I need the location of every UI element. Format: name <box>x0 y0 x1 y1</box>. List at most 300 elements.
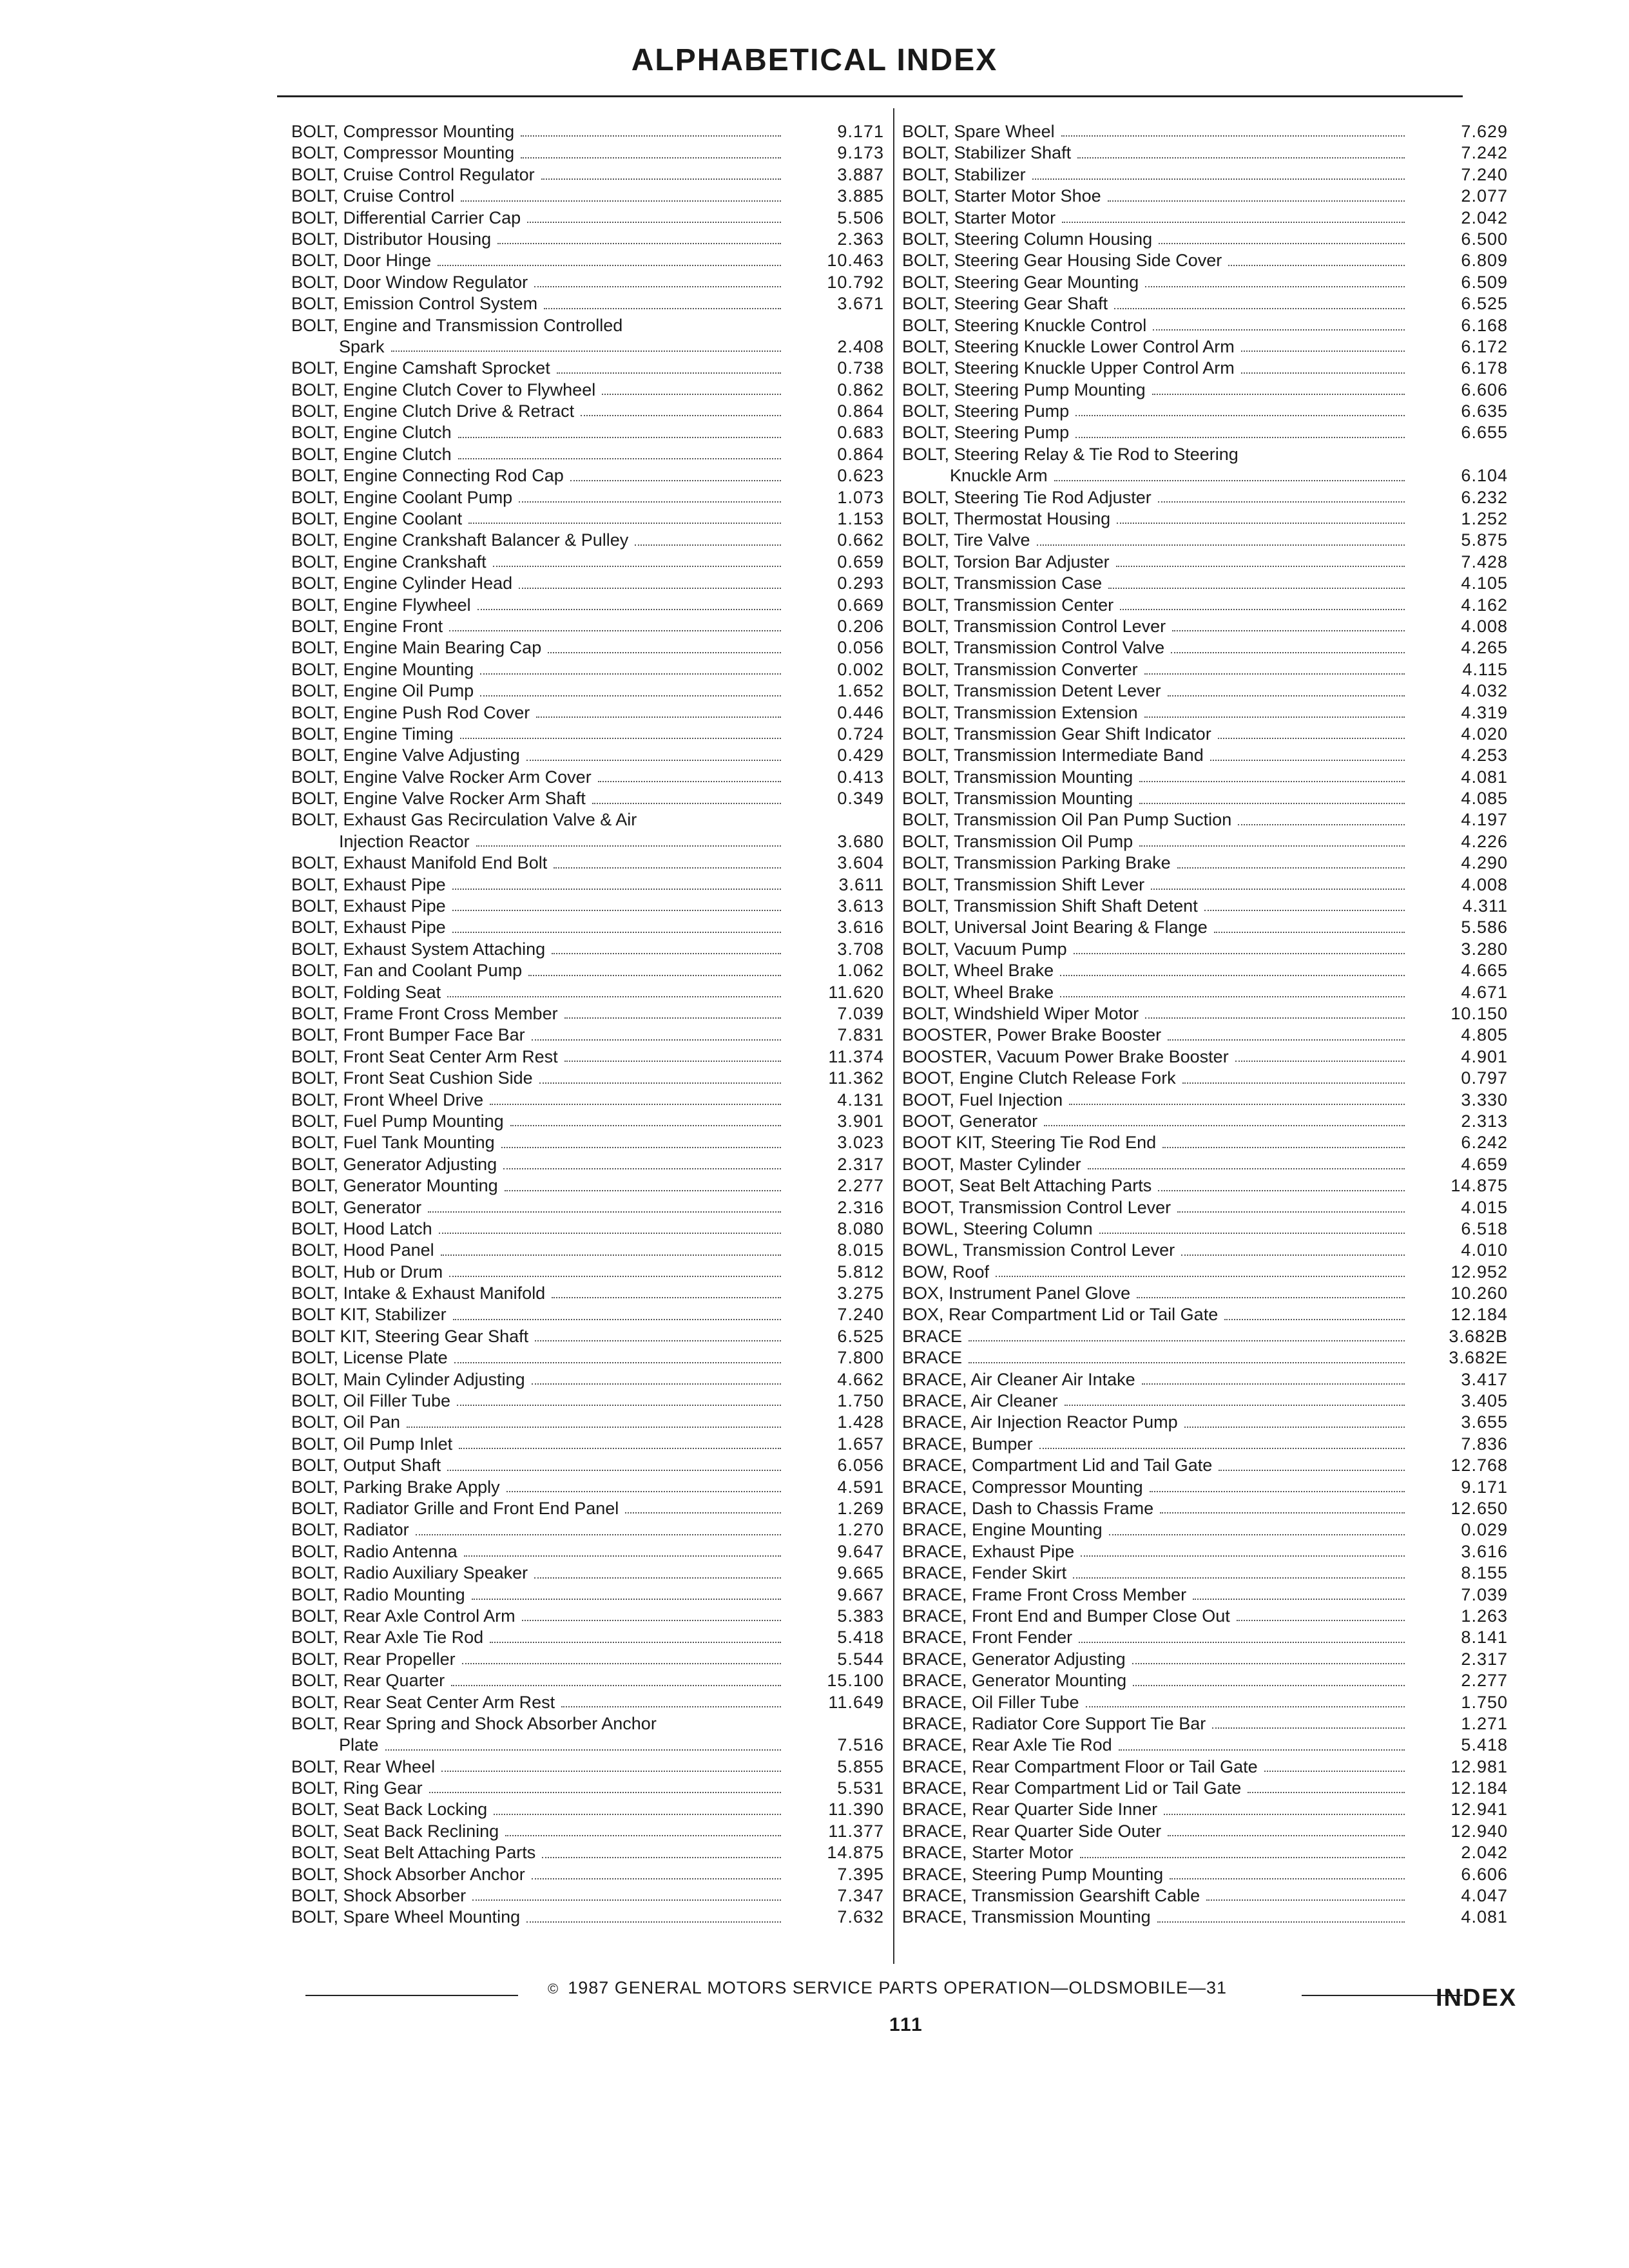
dot-leader <box>635 544 781 546</box>
entry-name: BOLT, Spare Wheel <box>902 121 1055 141</box>
entry-page: 12.768 <box>1451 1456 1508 1475</box>
dot-leader <box>506 1491 781 1492</box>
entry-name: BOOT, Generator <box>902 1111 1038 1131</box>
dot-leader <box>1172 630 1405 631</box>
dot-leader <box>1218 738 1405 739</box>
entry-page: 6.242 <box>1461 1133 1508 1153</box>
dot-leader <box>1237 1620 1405 1621</box>
index-entry <box>291 293 884 314</box>
index-entry <box>291 1627 884 1648</box>
entry-page: 14.875 <box>1451 1176 1508 1196</box>
entry-page: 5.418 <box>1461 1735 1508 1755</box>
dot-leader <box>490 1104 781 1105</box>
index-entry <box>902 1735 1508 1756</box>
index-entry <box>291 186 884 207</box>
index-entry <box>902 1154 1508 1175</box>
page-title: ALPHABETICAL INDEX <box>631 43 998 77</box>
index-entry <box>291 810 884 831</box>
index-entry <box>902 982 1508 1003</box>
entry-name: BOLT, Transmission Oil Pan Pump Suction <box>902 810 1232 830</box>
entry-name: BOLT, Fuel Pump Mounting <box>291 1111 504 1131</box>
dot-leader <box>449 1276 781 1277</box>
dot-leader <box>462 1663 781 1664</box>
dot-leader <box>552 1297 781 1298</box>
entry-name: BOLT, Folding Seat <box>291 982 441 1002</box>
entry-name: BRACE, Dash to Chassis Frame <box>902 1498 1154 1518</box>
entry-name: BOLT, Transmission Converter <box>902 659 1138 679</box>
entry-name: BOLT, Engine Coolant Pump <box>291 487 513 507</box>
dot-leader <box>451 1685 781 1686</box>
dot-leader <box>1133 1685 1405 1686</box>
index-entry <box>902 229 1508 250</box>
entry-name: BOLT, Generator Mounting <box>291 1176 498 1196</box>
dot-leader <box>548 652 781 653</box>
index-entry <box>902 831 1508 852</box>
dot-leader <box>441 1771 781 1772</box>
entry-name: BOLT, Front Wheel Drive <box>291 1090 484 1110</box>
index-entry <box>902 1756 1508 1778</box>
index-entry <box>291 724 884 745</box>
entry-name: BRACE, Fender Skirt <box>902 1563 1067 1583</box>
entry-name: BOLT, Front Seat Cushion Side <box>291 1068 533 1088</box>
dot-leader <box>561 1706 781 1707</box>
entry-name: Knuckle Arm <box>950 466 1048 486</box>
entry-page: 2.042 <box>1461 1843 1508 1863</box>
index-entry <box>902 1197 1508 1218</box>
entry-name: BOLT, Engine and Transmission Controlled <box>291 315 623 335</box>
index-entry <box>291 1584 884 1606</box>
entry-name: BRACE, Rear Compartment Lid or Tail Gate <box>902 1778 1242 1798</box>
index-entry <box>902 1434 1508 1455</box>
entry-page: 0.429 <box>837 745 884 765</box>
dot-leader <box>1099 1233 1405 1234</box>
entry-page: 7.395 <box>837 1864 884 1884</box>
dot-leader <box>480 673 781 675</box>
entry-page: 3.682E <box>1449 1348 1508 1368</box>
index-entry <box>902 164 1508 186</box>
index-entry <box>291 358 884 379</box>
entry-name: BOLT, Windshield Wiper Motor <box>902 1004 1139 1023</box>
entry-page: 2.317 <box>1461 1649 1508 1669</box>
entry-name: BOLT, Radio Antenna <box>291 1541 458 1561</box>
entry-page: 1.750 <box>1461 1692 1508 1712</box>
entry-name: BOLT, Door Window Regulator <box>291 272 528 292</box>
entry-name: BOOT, Seat Belt Attaching Parts <box>902 1176 1152 1196</box>
entry-name: BOLT, Steering Knuckle Upper Control Arm <box>902 358 1235 378</box>
entry-name: BOLT, Parking Brake Apply <box>291 1477 500 1497</box>
index-entry <box>902 1541 1508 1562</box>
dot-leader <box>1139 803 1405 804</box>
dot-leader <box>536 716 781 718</box>
dot-leader <box>1142 1383 1405 1385</box>
entry-page: 0.293 <box>837 573 884 593</box>
dot-leader <box>592 803 781 804</box>
entry-page: 11.362 <box>828 1068 884 1088</box>
index-entry <box>291 401 884 422</box>
dot-leader <box>416 1534 781 1535</box>
entry-page: 6.104 <box>1461 466 1508 486</box>
dot-leader <box>1039 1448 1405 1449</box>
dot-leader <box>1109 1534 1405 1535</box>
entry-page: 4.290 <box>1461 853 1508 873</box>
entry-name: BRACE, Bumper <box>902 1434 1033 1454</box>
entry-page: 4.047 <box>1461 1886 1508 1906</box>
dot-leader <box>598 781 781 782</box>
entry-name: BOOSTER, Power Brake Booster <box>902 1025 1162 1045</box>
entry-name: BOLT, Output Shaft <box>291 1456 441 1475</box>
entry-page: 0.446 <box>837 702 884 722</box>
dot-leader <box>1065 1405 1405 1406</box>
entry-name: BOLT, Seat Back Reclining <box>291 1821 499 1841</box>
entry-page: 2.316 <box>837 1197 884 1217</box>
entry-page: 1.657 <box>837 1434 884 1454</box>
entry-name: BOOT, Master Cylinder <box>902 1154 1081 1174</box>
entry-page: 2.313 <box>1461 1111 1508 1131</box>
entry-page: 11.620 <box>828 982 884 1002</box>
entry-page: 8.015 <box>837 1240 884 1260</box>
dot-leader <box>439 1233 781 1234</box>
index-entry <box>291 1692 884 1713</box>
entry-name: BOLT, Exhaust Gas Recirculation Valve & Air <box>291 810 637 830</box>
entry-page: 5.531 <box>837 1778 884 1798</box>
entry-name: BOLT, Transmission Case <box>902 573 1103 593</box>
index-entry <box>902 573 1508 594</box>
dot-leader <box>1177 1211 1405 1213</box>
entry-page: 0.862 <box>837 380 884 399</box>
index-entry <box>902 530 1508 551</box>
entry-page: 1.652 <box>837 681 884 701</box>
entry-page: 3.280 <box>1461 939 1508 959</box>
index-entry <box>902 917 1508 938</box>
dot-leader <box>564 1017 781 1019</box>
entry-name: BRACE, Steering Pump Mounting <box>902 1864 1164 1884</box>
index-entry <box>902 1455 1508 1476</box>
entry-name: BRACE, Generator Mounting <box>902 1671 1127 1691</box>
index-entry <box>902 186 1508 207</box>
dot-leader <box>1228 265 1405 266</box>
entry-name: BOLT, Transmission Control Lever <box>902 616 1166 636</box>
entry-name: BRACE, Front End and Bumper Close Out <box>902 1606 1230 1626</box>
index-entry <box>902 1262 1508 1283</box>
dot-leader <box>1241 351 1405 352</box>
entry-page: 0.683 <box>837 423 884 443</box>
entry-page: 7.240 <box>1461 164 1508 184</box>
entry-page: 0.662 <box>837 530 884 550</box>
dot-leader <box>542 1857 781 1858</box>
dot-leader <box>452 889 781 890</box>
index-entry <box>291 1799 884 1820</box>
entry-page: 4.665 <box>1461 961 1508 981</box>
index-entry <box>291 1003 884 1024</box>
entry-name: BOLT, Transmission Shift Lever <box>902 874 1145 894</box>
index-entry <box>902 142 1508 164</box>
entry-page: 3.023 <box>837 1133 884 1153</box>
dot-leader <box>625 1512 781 1514</box>
index-entry <box>291 1735 884 1756</box>
entry-page: 6.232 <box>1461 487 1508 507</box>
index-entry <box>902 336 1508 358</box>
dot-leader <box>453 1319 781 1320</box>
entry-page: 0.864 <box>837 444 884 464</box>
dot-leader <box>1168 1039 1405 1041</box>
index-entry <box>291 121 884 142</box>
entry-name: BOLT, Engine Flywheel <box>291 595 471 615</box>
dot-leader <box>505 1190 781 1191</box>
dot-leader <box>528 975 781 976</box>
dot-leader <box>447 996 781 997</box>
entry-name: BOLT, Steering Pump <box>902 423 1070 443</box>
entry-page: 1.263 <box>1461 1606 1508 1626</box>
entry-name: BOLT, Engine Crankshaft Balancer & Pulley <box>291 530 629 550</box>
entry-page: 4.081 <box>1461 1907 1508 1927</box>
entry-page: 5.383 <box>837 1606 884 1626</box>
entry-page: 9.665 <box>837 1563 884 1583</box>
index-entry <box>902 960 1508 981</box>
dot-leader <box>532 1383 781 1385</box>
copyright-symbol: © <box>548 1981 559 1997</box>
index-entry <box>291 1111 884 1132</box>
dot-leader <box>1224 1319 1405 1320</box>
entry-page: 3.330 <box>1461 1090 1508 1110</box>
dot-leader <box>1158 501 1405 503</box>
entry-name: BOLT, Radio Auxiliary Speaker <box>291 1563 528 1583</box>
index-entry <box>902 465 1508 486</box>
dot-leader <box>1159 243 1405 244</box>
dot-leader <box>1073 1577 1405 1579</box>
entry-name: BOLT, Steering Tie Rod Adjuster <box>902 487 1152 507</box>
entry-page: 2.408 <box>837 336 884 356</box>
dot-leader <box>522 1620 781 1621</box>
dot-leader <box>1139 845 1405 847</box>
entry-name: BOLT, Hood Latch <box>291 1218 432 1238</box>
dot-leader <box>1212 1727 1405 1729</box>
entry-name: BOLT, Transmission Extension <box>902 702 1138 722</box>
entry-name: BOLT, Rear Axle Tie Rod <box>291 1628 484 1648</box>
index-entry <box>291 315 884 336</box>
entry-page: 4.901 <box>1461 1046 1508 1066</box>
entry-page: 9.173 <box>837 143 884 163</box>
index-entry <box>902 745 1508 766</box>
dot-leader <box>472 1599 781 1600</box>
entry-name: BOLT, Steering Knuckle Control <box>902 315 1147 335</box>
index-entry <box>902 1519 1508 1541</box>
index-entry <box>291 1262 884 1283</box>
dot-leader <box>534 286 781 287</box>
entry-page: 15.100 <box>827 1671 884 1691</box>
index-entry <box>291 465 884 486</box>
entry-page: 4.081 <box>1461 767 1508 787</box>
entry-page: 0.056 <box>837 638 884 658</box>
index-entry <box>291 767 884 788</box>
entry-name: BOLT, Rear Seat Center Arm Rest <box>291 1692 555 1712</box>
entry-page: 5.506 <box>837 207 884 227</box>
index-entry <box>902 272 1508 293</box>
dot-leader <box>1145 286 1405 287</box>
entry-page: 6.500 <box>1461 229 1508 249</box>
entry-name: BOLT, Ring Gear <box>291 1778 423 1798</box>
index-entry <box>902 293 1508 314</box>
entry-name: BOLT, Compressor Mounting <box>291 143 515 163</box>
index-entry <box>902 315 1508 336</box>
entry-page: 7.800 <box>837 1348 884 1368</box>
entry-page: 11.649 <box>828 1692 884 1712</box>
dot-leader <box>1219 1470 1405 1471</box>
entry-name: BOLT, Exhaust Pipe <box>291 896 446 916</box>
dot-leader <box>1132 1663 1405 1664</box>
entry-name: BOLT, Oil Filler Tube <box>291 1391 451 1411</box>
index-entry <box>291 1670 884 1691</box>
entry-name: BOLT, Radiator Grille and Front End Panel <box>291 1498 619 1518</box>
entry-name: BOLT, Thermostat Housing <box>902 509 1111 529</box>
entry-name: BOOT, Transmission Control Lever <box>902 1197 1171 1217</box>
entry-name: BOX, Rear Compartment Lid or Tail Gate <box>902 1305 1219 1325</box>
index-entry <box>291 637 884 658</box>
dot-leader <box>1108 200 1405 202</box>
entry-page: 1.271 <box>1461 1713 1508 1733</box>
entry-name: BRACE, Air Injection Reactor Pump <box>902 1412 1178 1432</box>
entry-name: BRACE, Air Cleaner Air Intake <box>902 1369 1135 1389</box>
entry-page: 12.650 <box>1451 1498 1508 1518</box>
entry-page: 4.131 <box>837 1090 884 1110</box>
dot-leader <box>532 1039 781 1041</box>
entry-name: BOOT, Engine Clutch Release Fork <box>902 1068 1176 1088</box>
entry-page: 3.613 <box>837 896 884 916</box>
dot-leader <box>1061 135 1405 137</box>
index-entry <box>291 1756 884 1778</box>
dot-leader <box>1235 1061 1405 1062</box>
entry-name: BOLT, Exhaust Pipe <box>291 918 446 937</box>
entry-page: 0.002 <box>837 659 884 679</box>
entry-page: 4.010 <box>1461 1240 1508 1260</box>
index-entry <box>291 874 884 896</box>
dot-leader <box>1081 1555 1405 1557</box>
index-entry <box>291 1390 884 1412</box>
entry-page: 12.940 <box>1451 1821 1508 1841</box>
dot-leader <box>1108 588 1405 589</box>
entry-page: 7.516 <box>837 1735 884 1755</box>
dot-leader <box>1060 996 1405 997</box>
entry-page: 1.270 <box>837 1520 884 1540</box>
entry-name: BRACE, Rear Compartment Floor or Tail Gate <box>902 1756 1258 1776</box>
entry-name: BOLT, Vacuum Pump <box>902 939 1067 959</box>
section-label: INDEX <box>1436 1984 1518 2012</box>
dot-leader <box>1079 1642 1405 1643</box>
index-entry <box>291 250 884 271</box>
entry-name: BOLT, Exhaust System Attaching <box>291 939 546 959</box>
entry-name: BOLT, Engine Clutch <box>291 423 452 443</box>
index-entry <box>902 1907 1508 1928</box>
entry-name: BOLT, Transmission Center <box>902 595 1114 615</box>
entry-page: 0.349 <box>837 789 884 809</box>
footer-text: 1987 GENERAL MOTORS SERVICE PARTS OPERATION—OLDSMOBILE—31 <box>568 1978 1228 1997</box>
entry-name: BOLT, Steering Gear Shaft <box>902 294 1108 314</box>
index-entry <box>291 982 884 1003</box>
entry-page: 4.662 <box>837 1369 884 1389</box>
index-entry <box>902 1864 1508 1885</box>
index-entry <box>902 1283 1508 1304</box>
dot-leader <box>1117 523 1405 524</box>
index-entry <box>902 1068 1508 1089</box>
entry-name: BOLT, Transmission Detent Lever <box>902 681 1161 701</box>
index-entry <box>291 272 884 293</box>
entry-name: BOLT, Rear Quarter <box>291 1671 445 1691</box>
entry-page: 11.374 <box>828 1046 884 1066</box>
entry-page: 4.226 <box>1461 831 1508 851</box>
entry-page: 3.655 <box>1461 1412 1508 1432</box>
entry-name: BOLT, Shock Absorber <box>291 1886 467 1906</box>
entry-page: 2.042 <box>1461 207 1508 227</box>
entry-name: BOLT, Steering Pump Mounting <box>902 380 1146 399</box>
right-index-column <box>902 121 1508 1928</box>
index-entry <box>291 530 884 551</box>
dot-leader <box>497 243 781 244</box>
index-entry <box>291 1907 884 1928</box>
index-entry <box>902 1003 1508 1024</box>
index-entry <box>291 1218 884 1240</box>
index-entry <box>902 1326 1508 1347</box>
dot-leader <box>1171 652 1405 653</box>
dot-leader <box>1153 329 1405 331</box>
index-entry <box>902 852 1508 874</box>
dot-leader <box>476 845 781 847</box>
entry-name: BRACE, Compartment Lid and Tail Gate <box>902 1456 1213 1475</box>
index-entry <box>902 874 1508 896</box>
entry-name: BOLT, Oil Pan <box>291 1412 401 1432</box>
entry-name: BOLT, Cruise Control Regulator <box>291 164 535 184</box>
entry-name: BOLT, Wheel Brake <box>902 982 1054 1002</box>
entry-name: BOLT, Radiator <box>291 1520 409 1540</box>
dot-leader <box>1151 889 1405 890</box>
dot-leader <box>1162 1147 1405 1148</box>
index-entry <box>902 724 1508 745</box>
entry-name: BOLT, Engine Crankshaft <box>291 552 487 572</box>
entry-name: BOLT, Transmission Gear Shift Indicator <box>902 724 1211 744</box>
dot-leader <box>429 1792 781 1793</box>
dot-leader <box>449 630 781 631</box>
index-entry <box>902 939 1508 960</box>
dot-leader <box>391 351 781 352</box>
entry-page: 4.311 <box>1462 896 1508 916</box>
index-entry <box>902 680 1508 702</box>
entry-page: 10.150 <box>1451 1004 1508 1023</box>
index-entry <box>291 1649 884 1670</box>
entry-name: BRACE, Frame Front Cross Member <box>902 1584 1187 1604</box>
dot-leader <box>1248 1792 1405 1793</box>
index-entry <box>291 852 884 874</box>
dot-leader <box>452 932 781 933</box>
index-entry <box>902 616 1508 637</box>
footer-rule-left <box>305 1995 518 1996</box>
dot-leader <box>494 1814 781 1815</box>
entry-page: 9.667 <box>837 1584 884 1604</box>
entry-name: BRACE, Air Cleaner <box>902 1391 1058 1411</box>
index-entry <box>902 1821 1508 1842</box>
entry-page: 3.417 <box>1461 1369 1508 1389</box>
dot-leader <box>1168 1835 1405 1836</box>
dot-leader <box>554 867 781 869</box>
entry-page: 1.252 <box>1461 509 1508 529</box>
entry-page: 2.077 <box>1461 186 1508 206</box>
dot-leader <box>447 1470 781 1471</box>
dot-leader <box>493 566 781 567</box>
index-entry <box>902 702 1508 724</box>
index-entry <box>291 1412 884 1433</box>
dot-leader <box>1158 1190 1405 1191</box>
entry-name: BOLT, Generator Adjusting <box>291 1154 497 1174</box>
dot-leader <box>1238 824 1405 825</box>
entry-name: BOLT, Engine Clutch <box>291 444 452 464</box>
dot-leader <box>969 1362 1405 1363</box>
